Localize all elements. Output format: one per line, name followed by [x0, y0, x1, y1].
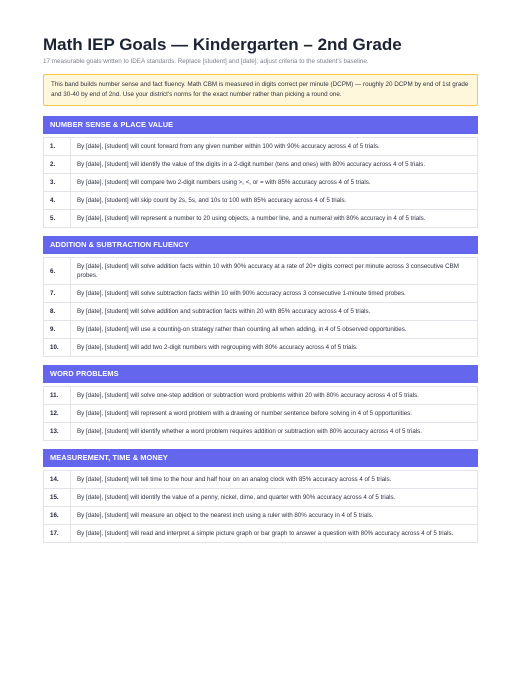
goal-table	[43, 386, 478, 441]
goal-row	[44, 192, 478, 210]
goal-number: 3.	[44, 174, 71, 192]
goal-row	[44, 387, 478, 405]
goal-text: By [date], [student] will represent a word problem with a drawing or number sentence before solving in 4 of 5 opportunities.	[71, 405, 478, 423]
section-heading: WORD PROBLEMS	[43, 365, 478, 383]
goal-number: 7.	[44, 285, 71, 303]
goal-text: By [date], [student] will measure an object to the nearest inch using a ruler with 80% accuracy in 4 of 5 trials.	[71, 507, 478, 525]
goal-row	[44, 471, 478, 489]
goal-text: By [date], [student] will solve one-step addition or subtraction word problems within 20 with 80% accuracy across 4 of 5 trials.	[71, 387, 478, 405]
goal-text: By [date], [student] will count forward from any given number within 100 with 90% accuracy across 4 of 5 trials.	[71, 138, 478, 156]
goal-text: By [date], [student] will represent a number to 20 using objects, a number line, and a numeral with 80% accuracy in 4 of 5 trials.	[71, 210, 478, 228]
goal-number: 6.	[44, 258, 71, 285]
section-heading: MEASUREMENT, TIME & MONEY	[43, 449, 478, 467]
goal-text: By [date], [student] will use a counting-on strategy rather than counting all when adding, in 4 of 5 observed opportunities.	[71, 321, 478, 339]
goal-number: 9.	[44, 321, 71, 339]
goal-number: 11.	[44, 387, 71, 405]
goal-number: 10.	[44, 339, 71, 357]
goal-text: By [date], [student] will solve addition and subtraction facts within 20 with 85% accuracy across 4 of 5 trials.	[71, 303, 478, 321]
goal-text: By [date], [student] will read and interpret a simple picture graph or bar graph to answer a question with 80% accuracy across 4 of 5 trials.	[71, 525, 478, 543]
goal-number: 8.	[44, 303, 71, 321]
goal-text: By [date], [student] will skip count by 2s, 5s, and 10s to 100 with 85% accuracy across 4 of 5 trials.	[71, 192, 478, 210]
goal-row	[44, 489, 478, 507]
goal-row	[44, 507, 478, 525]
goal-number: 15.	[44, 489, 71, 507]
goal-table	[43, 257, 478, 357]
goal-number: 16.	[44, 507, 71, 525]
goal-number: 2.	[44, 156, 71, 174]
goal-text: By [date], [student] will add two 2-digit numbers with regrouping with 80% accuracy across 4 of 5 trials.	[71, 339, 478, 357]
goal-row	[44, 210, 478, 228]
goal-number: 4.	[44, 192, 71, 210]
goal-number: 13.	[44, 423, 71, 441]
goal-row	[44, 258, 478, 285]
goal-text: By [date], [student] will compare two 2-digit numbers using >, <, or = with 85% accuracy across 4 of 5 trials.	[71, 174, 478, 192]
goal-section	[43, 365, 478, 441]
document-page	[43, 34, 478, 543]
goal-text: By [date], [student] will identify the value of a penny, nickel, dime, and quarter with 90% accuracy across 4 of 5 trials.	[71, 489, 478, 507]
goal-row	[44, 138, 478, 156]
goal-table	[43, 137, 478, 228]
goal-text: By [date], [student] will solve subtraction facts within 10 with 90% accuracy across 3 consecutive 1-minute timed probes.	[71, 285, 478, 303]
goal-text: By [date], [student] will identify the value of the digits in a 2-digit number (tens and ones) with 80% accuracy across 4 of 5 trials.	[71, 156, 478, 174]
goal-text: By [date], [student] will solve addition facts within 10 with 90% accuracy at a rate of 20+ digits correct per minute across 3 consecutive CBM probes.	[71, 258, 478, 285]
goal-row	[44, 285, 478, 303]
goal-number: 12.	[44, 405, 71, 423]
goal-row	[44, 339, 478, 357]
goal-row	[44, 321, 478, 339]
goal-number: 14.	[44, 471, 71, 489]
goal-sections	[43, 116, 478, 543]
page-subtitle: 17 measurable goals written to IDEA standards. Replace [student] and [date]; adjust criteria to the student's baseline.	[43, 58, 369, 65]
goal-text: By [date], [student] will identify whether a word problem requires addition or subtraction with 80% accuracy across 4 of 5 trials.	[71, 423, 478, 441]
goal-number: 1.	[44, 138, 71, 156]
section-heading: ADDITION & SUBTRACTION FLUENCY	[43, 236, 478, 254]
goal-row	[44, 303, 478, 321]
section-heading: NUMBER SENSE & PLACE VALUE	[43, 116, 478, 134]
goal-row	[44, 156, 478, 174]
page-title: Math IEP Goals — Kindergarten – 2nd Grade	[43, 35, 402, 54]
goal-row	[44, 405, 478, 423]
goal-row	[44, 525, 478, 543]
goal-row	[44, 423, 478, 441]
goal-section	[43, 236, 478, 357]
goal-number: 17.	[44, 525, 71, 543]
goal-number: 5.	[44, 210, 71, 228]
goal-row	[44, 174, 478, 192]
goal-section	[43, 116, 478, 228]
goal-table	[43, 470, 478, 543]
goal-section	[43, 449, 478, 543]
goal-text: By [date], [student] will tell time to the hour and half hour on an analog clock with 85% accuracy across 4 of 5 trials.	[71, 471, 478, 489]
info-note: This band builds number sense and fact fluency. Math CBM is measured in digits correct per minute (DCPM) — roughly 20 DCPM by end of 1st grade and 30-40 by end of 2nd. Use your district's norms for the exact number rather than picking a round one.	[43, 74, 478, 106]
